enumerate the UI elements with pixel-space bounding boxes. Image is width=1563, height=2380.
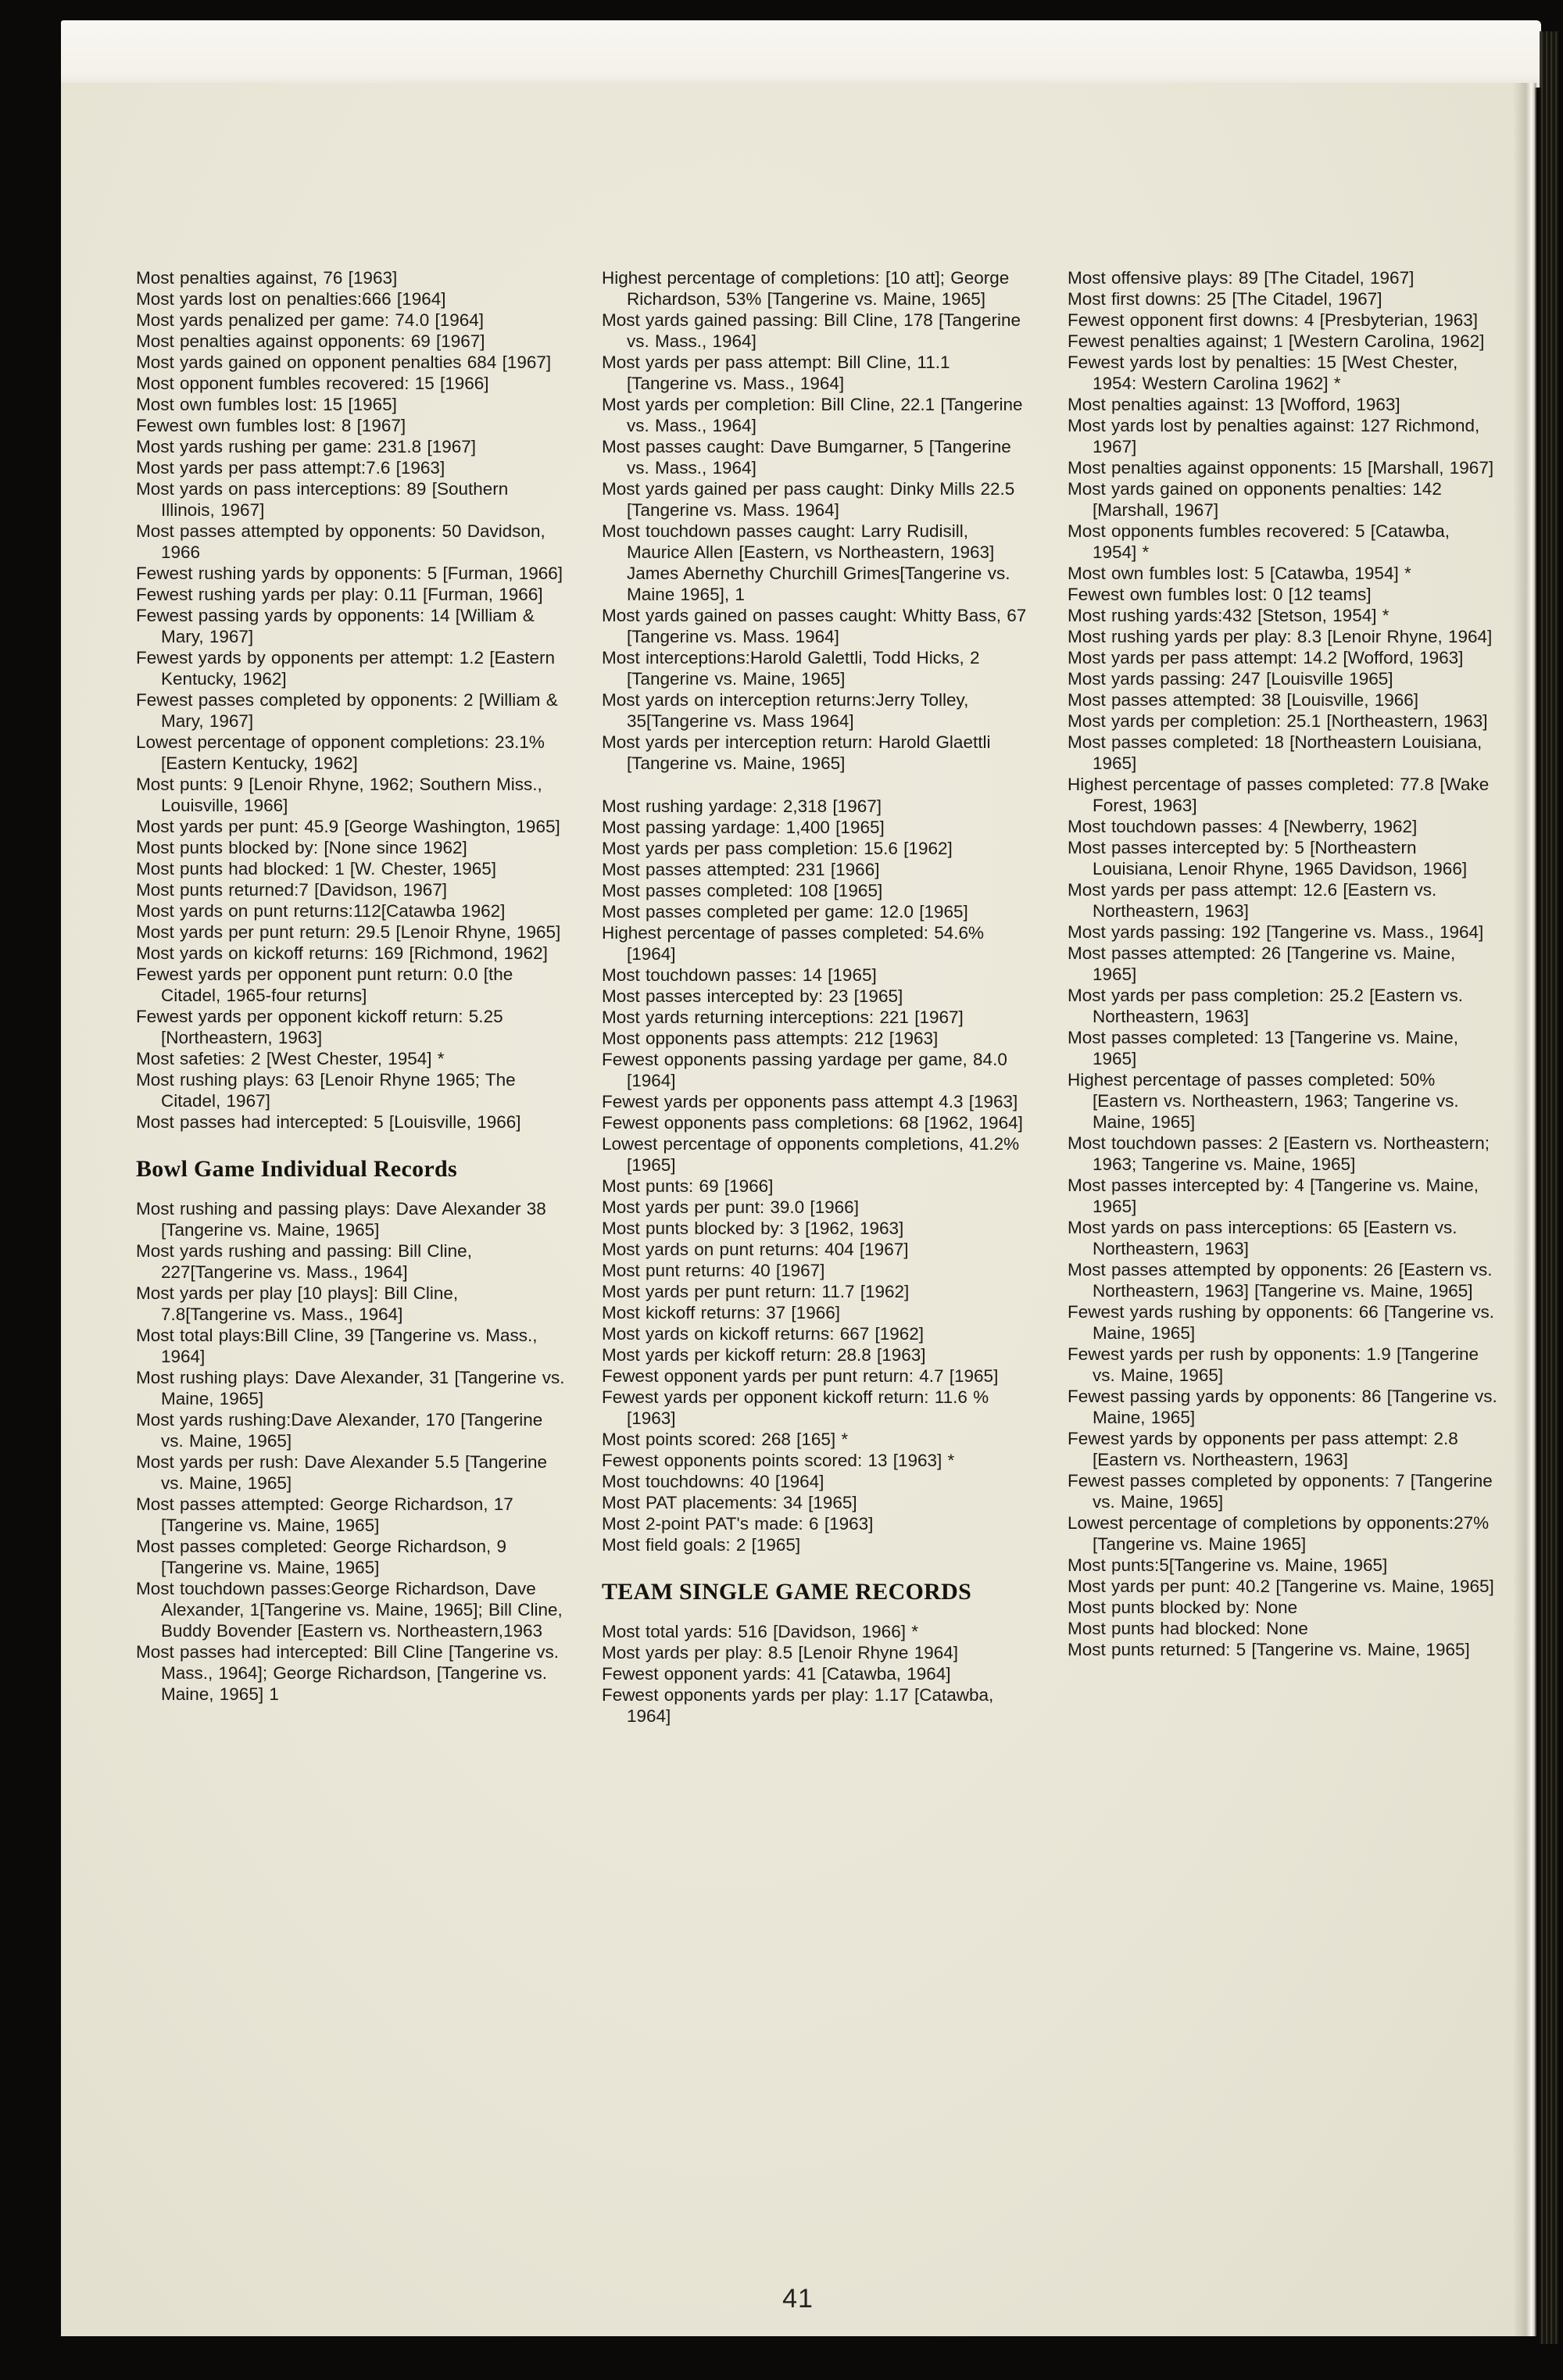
page-stack-edge: [61, 20, 1541, 88]
record-entry: Fewest yards lost by penalties: 15 [West Chester, 1954: Western Carolina 1962] *: [1068, 353, 1458, 393]
record-entry: Most yards lost on penalties:666 [1964]: [136, 289, 446, 309]
record-entry: Most yards per punt: 40.2 [Tangerine vs. Maine, 1965]: [1068, 1577, 1494, 1596]
record-entry: Most PAT placements: 34 [1965]: [602, 1493, 857, 1512]
record-entry: Most punts returned:7 [Davidson, 1967]: [136, 880, 447, 900]
record-entry: Most touchdown passes:George Richardson, Dave Alexander, 1[Tangerine vs. Maine, 1965]; Bill Cline, Buddy Bovender [Eastern vs. Northeastern,1963: [136, 1579, 563, 1641]
record-entry: Most passes attempted: 26 [Tangerine vs. Maine, 1965]: [1068, 943, 1456, 984]
record-list-bowl-individual-continued: [602, 267, 1032, 774]
record-entry: Most yards passing: 247 [Louisville 1965]: [1068, 669, 1393, 689]
record-entry: Most yards per kickoff return: 28.8 [1963]: [602, 1345, 926, 1365]
record-entry: Fewest own fumbles lost: 8 [1967]: [136, 416, 406, 435]
record-entry: Most yards on kickoff returns: 667 [1962]: [602, 1324, 925, 1344]
record-entry: Most yards rushing per game: 231.8 [1967]: [136, 437, 476, 456]
record-entry: Most 2-point PAT's made: 6 [1963]: [602, 1514, 874, 1534]
column-left: [136, 267, 567, 1727]
record-entry: Most passes attempted by opponents: 50 Davidson, 1966: [136, 521, 545, 562]
record-entry: Highest percentage of passes completed: 50% [Eastern vs. Northeastern, 1963; Tangerine vs. Maine, 1965]: [1068, 1070, 1459, 1132]
record-entry: Most passes intercepted by: 23 [1965]: [602, 986, 903, 1006]
record-entry: Fewest yards per opponent kickoff return: 5.25 [Northeastern, 1963]: [136, 1007, 503, 1047]
record-entry: Most rushing yards:432 [Stetson, 1954] *: [1068, 606, 1390, 625]
record-entry: Fewest opponents pass completions: 68 [1962, 1964]: [602, 1113, 1023, 1133]
record-list-team-single-game-right: [1068, 267, 1498, 1660]
record-entry: Most points scored: 268 [165] *: [602, 1430, 849, 1449]
record-entry: Most yards returning interceptions: 221 [1967]: [602, 1007, 964, 1027]
column-right: [1068, 267, 1498, 1727]
record-entry: Most passes intercepted by: 5 [Northeastern Louisiana, Lenoir Rhyne, 1965 Davidson, 1966]: [1068, 838, 1468, 879]
record-entry: Most penalties against: 13 [Wofford, 1963]: [1068, 395, 1400, 414]
record-entry: Most field goals: 2 [1965]: [602, 1535, 801, 1555]
record-entry: Fewest passing yards by opponents: 14 [William & Mary, 1967]: [136, 606, 535, 646]
record-entry: Highest percentage of completions: [10 att]; George Richardson, 53% [Tangerine vs. Maine, 1965]: [602, 268, 1010, 309]
record-entry: Most punts blocked by: [None since 1962]: [136, 838, 467, 857]
record-entry: Most yards on kickoff returns: 169 [Richmond, 1962]: [136, 943, 548, 963]
record-entry: Most yards gained passing: Bill Cline, 178 [Tangerine vs. Mass., 1964]: [602, 310, 1021, 351]
record-entry: Most yards per pass attempt: 14.2 [Wofford, 1963]: [1068, 648, 1464, 667]
record-entry: Fewest yards rushing by opponents: 66 [Tangerine vs. Maine, 1965]: [1068, 1302, 1495, 1343]
record-entry: Most touchdown passes: 14 [1965]: [602, 965, 877, 985]
record-entry: Most yards on punt returns:112[Catawba 1962]: [136, 901, 506, 921]
record-entry: Most yards on punt returns: 404 [1967]: [602, 1240, 909, 1259]
record-entry: Most yards per completion: 25.1 [Northeastern, 1963]: [1068, 711, 1488, 731]
record-entry: Most yards per pass completion: 15.6 [1962]: [602, 839, 953, 858]
record-entry: Most penalties against opponents: 69 [1967]: [136, 331, 485, 351]
record-list-team-season-left: [136, 267, 567, 1133]
record-entry: Most punt returns: 40 [1967]: [602, 1261, 825, 1280]
record-entry: Most passing yardage: 1,400 [1965]: [602, 818, 885, 837]
record-entry: Most passes completed per game: 12.0 [1965]: [602, 902, 968, 922]
record-entry: Lowest percentage of completions by opponents:27% [Tangerine vs. Maine 1965]: [1068, 1513, 1490, 1554]
record-entry: Most kickoff returns: 37 [1966]: [602, 1303, 840, 1322]
record-entry: Most yards per pass completion: 25.2 [Eastern vs. Northeastern, 1963]: [1068, 986, 1463, 1026]
record-entry: Most yards penalized per game: 74.0 [1964]: [136, 310, 485, 330]
record-list-team-season-middle: [602, 796, 1032, 1555]
record-entry: Most yards per punt return: 11.7 [1962]: [602, 1282, 910, 1301]
record-entry: Fewest opponent yards: 41 [Catawba, 1964]: [602, 1664, 951, 1684]
record-entry: Most yards rushing:Dave Alexander, 170 [Tangerine vs. Maine, 1965]: [136, 1410, 543, 1451]
record-entry: Most yards lost by penalties against: 127 Richmond, 1967]: [1068, 416, 1480, 456]
record-entry: Most first downs: 25 [The Citadel, 1967]: [1068, 289, 1382, 309]
book-page-edges: [1540, 31, 1558, 2344]
record-entry: Most own fumbles lost: 5 [Catawba, 1954] *: [1068, 564, 1411, 583]
record-entry: Most rushing yards per play: 8.3 [Lenoir Rhyne, 1964]: [1068, 627, 1493, 646]
record-entry: Most safeties: 2 [West Chester, 1954] *: [136, 1049, 445, 1068]
record-entry: Most touchdowns: 40 [1964]: [602, 1472, 824, 1491]
record-entry: Fewest passes completed by opponents: 2 [William & Mary, 1967]: [136, 690, 558, 731]
record-entry: Most yards passing: 192 [Tangerine vs. Mass., 1964]: [1068, 922, 1484, 942]
record-entry: Most yards per play: 8.5 [Lenoir Rhyne 1964]: [602, 1643, 959, 1662]
record-entry: Fewest opponents yards per play: 1.17 [Catawba, 1964]: [602, 1685, 994, 1726]
record-entry: Most opponents pass attempts: 212 [1963]: [602, 1029, 939, 1048]
record-entry: Most punts blocked by: 3 [1962, 1963]: [602, 1219, 904, 1238]
record-entry: Most passes had intercepted: 5 [Louisville, 1966]: [136, 1112, 521, 1132]
record-entry: Most punts: 9 [Lenoir Rhyne, 1962; Southern Miss., Louisville, 1966]: [136, 775, 542, 815]
record-entry: Most touchdown passes caught: Larry Rudisill, Maurice Allen [Eastern, vs Northeastern, 1963] James Abernethy Churchill Grimes[Tangerine vs. Maine 1965], 1: [602, 521, 1010, 604]
record-entry: Most passes intercepted by: 4 [Tangerine vs. Maine, 1965]: [1068, 1176, 1479, 1216]
record-entry: Most yards per play [10 plays]: Bill Cline, 7.8[Tangerine vs. Mass., 1964]: [136, 1283, 459, 1324]
record-entry: Most total yards: 516 [Davidson, 1966] *: [602, 1622, 918, 1641]
record-entry: Fewest yards per rush by opponents: 1.9 [Tangerine vs. Maine, 1965]: [1068, 1344, 1479, 1385]
record-entry: Fewest rushing yards by opponents: 5 [Furman, 1966]: [136, 564, 563, 583]
record-entry: Most punts:5[Tangerine vs. Maine, 1965]: [1068, 1555, 1388, 1575]
record-entry: Most passes attempted: 38 [Louisville, 1966]: [1068, 690, 1419, 710]
record-entry: Most offensive plays: 89 [The Citadel, 1967]: [1068, 268, 1415, 288]
record-entry: Fewest opponents passing yardage per game, 84.0 [1964]: [602, 1050, 1007, 1090]
column-middle: [602, 267, 1032, 1727]
record-entry: Most punts blocked by: None: [1068, 1598, 1298, 1617]
record-entry: Most interceptions:Harold Galettli, Todd Hicks, 2 [Tangerine vs. Maine, 1965]: [602, 648, 980, 689]
record-entry: Fewest opponent yards per punt return: 4.7 [1965]: [602, 1366, 999, 1386]
record-entry: Most yards per interception return: Harold Glaettli [Tangerine vs. Maine, 1965]: [602, 732, 991, 773]
record-entry: Most yards per punt: 39.0 [1966]: [602, 1197, 859, 1217]
book-page: [61, 83, 1535, 2336]
record-entry: Most passes attempted: George Richardson, 17 [Tangerine vs. Maine, 1965]: [136, 1494, 513, 1535]
record-entry: Most passes completed: 13 [Tangerine vs. Maine, 1965]: [1068, 1028, 1459, 1068]
record-entry: Highest percentage of passes completed: 77.8 [Wake Forest, 1963]: [1068, 775, 1490, 815]
record-entry: Most yards gained on opponent penalties 684 [1967]: [136, 353, 552, 372]
record-entry: Fewest yards by opponents per attempt: 1.2 [Eastern Kentucky, 1962]: [136, 648, 556, 689]
record-entry: Fewest yards per opponents pass attempt 4.3 [1963]: [602, 1092, 1018, 1111]
record-entry: Lowest percentage of opponents completions, 41.2% [1965]: [602, 1134, 1020, 1175]
record-list-bowl-individual: [136, 1198, 567, 1705]
record-entry: Most yards per punt return: 29.5 [Lenoir Rhyne, 1965]: [136, 922, 561, 942]
record-entry: Most rushing and passing plays: Dave Alexander 38 [Tangerine vs. Maine, 1965]: [136, 1199, 546, 1240]
record-entry: Fewest rushing yards per play: 0.11 [Furman, 1966]: [136, 585, 543, 604]
record-entry: Most touchdown passes: 4 [Newberry, 1962]: [1068, 817, 1418, 836]
record-entry: Most punts had blocked: None: [1068, 1619, 1308, 1638]
record-entry: Fewest opponent first downs: 4 [Presbyterian, 1963]: [1068, 310, 1479, 330]
record-entry: Most yards per pass attempt: 12.6 [Eastern vs. Northeastern, 1963]: [1068, 880, 1437, 921]
record-entry: Lowest percentage of opponent completions: 23.1% [Eastern Kentucky, 1962]: [136, 732, 545, 773]
record-entry: Most punts: 69 [1966]: [602, 1176, 774, 1196]
record-entry: Fewest yards by opponents per pass attempt: 2.8 [Eastern vs. Northeastern, 1963]: [1068, 1429, 1458, 1469]
record-entry: Most yards on pass interceptions: 89 [Southern Illinois, 1967]: [136, 479, 509, 520]
record-entry: Most passes had intercepted: Bill Cline [Tangerine vs. Mass., 1964]; George Richardson, [Tangerine vs. Maine, 1965] 1: [136, 1642, 560, 1704]
page-number: 41: [782, 2284, 814, 2314]
record-entry: Most yards on pass interceptions: 65 [Eastern vs. Northeastern, 1963]: [1068, 1218, 1457, 1258]
record-entry: Most yards per rush: Dave Alexander 5.5 [Tangerine vs. Maine, 1965]: [136, 1452, 548, 1493]
record-entry: Fewest passes completed by opponents: 7 [Tangerine vs. Maine, 1965]: [1068, 1471, 1493, 1512]
section-heading-team-single-game: TEAM SINGLE GAME RECORDS: [602, 1579, 972, 1605]
record-entry: Most penalties against, 76 [1963]: [136, 268, 398, 288]
record-entry: Most opponent fumbles recovered: 15 [1966]: [136, 374, 489, 393]
record-entry: Most punts returned: 5 [Tangerine vs. Maine, 1965]: [1068, 1640, 1470, 1659]
page-content: [136, 267, 1499, 1727]
record-entry: Most rushing plays: Dave Alexander, 31 [Tangerine vs. Maine, 1965]: [136, 1368, 565, 1408]
record-entry: Most yards on interception returns:Jerry Tolley, 35[Tangerine vs. Mass 1964]: [602, 690, 969, 731]
record-entry: Fewest yards per opponent kickoff return: 11.6 % [1963]: [602, 1387, 989, 1428]
record-entry: Most own fumbles lost: 15 [1965]: [136, 395, 397, 414]
record-entry: Fewest yards per opponent punt return: 0.0 [the Citadel, 1965-four returns]: [136, 965, 513, 1005]
record-entry: Most passes completed: George Richardson, 9 [Tangerine vs. Maine, 1965]: [136, 1537, 506, 1577]
record-entry: Most passes attempted by opponents: 26 [Eastern vs. Northeastern, 1963] [Tangerine vs. Maine, 1965]: [1068, 1260, 1493, 1301]
record-entry: Most yards gained on passes caught: Whitty Bass, 67 [Tangerine vs. Mass. 1964]: [602, 606, 1027, 646]
record-list-team-single-game: [602, 1621, 1032, 1727]
record-entry: Most passes caught: Dave Bumgarner, 5 [Tangerine vs. Mass., 1964]: [602, 437, 1011, 478]
record-entry: Fewest own fumbles lost: 0 [12 teams]: [1068, 585, 1372, 604]
record-entry: Most yards per completion: Bill Cline, 22.1 [Tangerine vs. Mass., 1964]: [602, 395, 1023, 435]
record-entry: Most passes attempted: 231 [1966]: [602, 860, 880, 879]
record-entry: Most yards gained per pass caught: Dinky Mills 22.5 [Tangerine vs. Mass. 1964]: [602, 479, 1015, 520]
record-entry: Most opponents fumbles recovered: 5 [Catawba, 1954] *: [1068, 521, 1450, 562]
record-entry: Most yards rushing and passing: Bill Cline, 227[Tangerine vs. Mass., 1964]: [136, 1241, 472, 1282]
record-entry: Most yards per punt: 45.9 [George Washington, 1965]: [136, 817, 560, 836]
record-entry: Most rushing yardage: 2,318 [1967]: [602, 796, 882, 816]
record-entry: Fewest passing yards by opponents: 86 [Tangerine vs. Maine, 1965]: [1068, 1387, 1497, 1427]
section-heading-bowl-individual: Bowl Game Individual Records: [136, 1156, 457, 1182]
record-entry: Most yards per pass attempt:7.6 [1963]: [136, 458, 445, 478]
record-entry: Most rushing plays: 63 [Lenoir Rhyne 1965; The Citadel, 1967]: [136, 1070, 516, 1111]
record-entry: Fewest opponents points scored: 13 [1963] *: [602, 1451, 955, 1470]
record-entry: Most total plays:Bill Cline, 39 [Tangerine vs. Mass., 1964]: [136, 1326, 538, 1366]
record-entry: Most penalties against opponents: 15 [Marshall, 1967]: [1068, 458, 1494, 478]
record-entry: Highest percentage of passes completed: 54.6% [1964]: [602, 923, 985, 964]
record-entry: Most passes completed: 108 [1965]: [602, 881, 883, 900]
record-entry: Most passes completed: 18 [Northeastern Louisiana, 1965]: [1068, 732, 1483, 773]
record-entry: Most touchdown passes: 2 [Eastern vs. Northeastern; 1963; Tangerine vs. Maine, 1965]: [1068, 1133, 1490, 1174]
record-entry: Most punts had blocked: 1 [W. Chester, 1965]: [136, 859, 497, 879]
record-entry: Most yards gained on opponents penalties: 142 [Marshall, 1967]: [1068, 479, 1442, 520]
record-entry: Fewest penalties against; 1 [Western Carolina, 1962]: [1068, 331, 1485, 351]
record-entry: Most yards per pass attempt: Bill Cline, 11.1 [Tangerine vs. Mass., 1964]: [602, 353, 950, 393]
